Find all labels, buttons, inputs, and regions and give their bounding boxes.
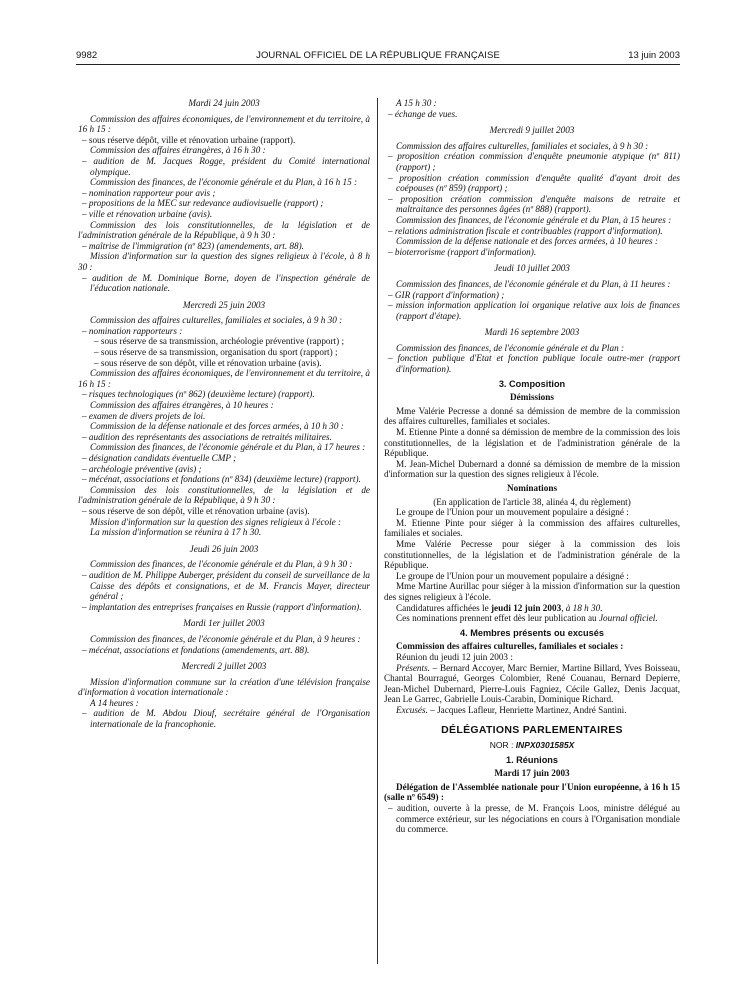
paragraph bbox=[384, 705, 680, 716]
agenda-item: – proposition création commission d'enquête qualité d'ayant droit des coépouses (nº 859) (rapport) ; bbox=[388, 172, 680, 194]
agenda-item: – implantation des entreprises françaises en Russie (rapport d'information). bbox=[82, 601, 362, 612]
text-run: Ces nominations prennent effet dès leur publication au bbox=[396, 613, 599, 624]
agenda-subitem: – sous réserve de sa transmission, archéologie préventive (rapport) ; bbox=[94, 336, 345, 347]
date-heading: Mercredi 9 juillet 2003 bbox=[489, 125, 575, 136]
agenda-item: – maîtrise de l'immigration (nº 823) (amendements, art. 88). bbox=[82, 240, 304, 251]
agenda-item: – proposition création commission d'enquête maisons de retraite et maltraitance des personnes âgées (nº 888) (rapport). bbox=[388, 193, 680, 215]
commission-entry: Commission des finances, de l'économie générale et du Plan, à 9 heures : bbox=[90, 633, 361, 644]
major-heading: DÉLÉGATIONS PARLEMENTAIRES bbox=[441, 724, 623, 737]
agenda-item: – mission information application loi organique relative aux lois de finances (rapport d'étape). bbox=[388, 300, 680, 321]
paragraph: Le groupe de l'Union pour un mouvement populaire a désigné : bbox=[396, 507, 629, 518]
paragraph: Mme Valérie Pecresse a donné sa démission de membre de la commission des affaires culturelles, familiales et sociales. bbox=[384, 405, 680, 427]
commission-entry: Commission des finances, de l'économie générale et du Plan, à 11 heures : bbox=[396, 278, 671, 289]
session-time: A 14 heures : bbox=[90, 697, 139, 708]
commission-entry: Commission des affaires étrangères, à 10 heures : bbox=[90, 400, 274, 411]
paragraph: M. Etienne Pinte a donné sa démission de membre de la commission des lois constitutionnelles, de la législation et de l'administration générale de la République. bbox=[384, 427, 680, 459]
label-excuses: Excusés. bbox=[396, 704, 428, 715]
agenda-note: La mission d'information se réunira à 17 h 30. bbox=[90, 527, 262, 538]
date-heading: Mardi 24 juin 2003 bbox=[188, 98, 260, 108]
commission-entry: Commission des affaires économiques, de l'environnement et du territoire, à 16 h 15 : bbox=[78, 113, 370, 135]
agenda-item: – ville et rénovation urbaine (avis). bbox=[82, 208, 213, 219]
agenda-item: – propositions de la MEC sur redevance audiovisuelle (rapport) ; bbox=[82, 198, 324, 209]
agenda-item: – audition, ouverte à la presse, de M. François Loos, ministre délégué au commerce extérieur, sur les négociations en cours à l'Organisation mondiale du commerce. bbox=[388, 803, 680, 835]
commission-entry: Commission des finances, de l'économie générale et du Plan, à 17 heures : bbox=[90, 442, 366, 453]
agenda-item: – audition de M. Abdou Diouf, secrétaire général de l'Organisation internationale de la francophonie. bbox=[82, 708, 370, 730]
commission-title: Commission des affaires culturelles, familiales et sociales : bbox=[396, 641, 624, 652]
commission-entry: Commission de la défense nationale et des forces armées, à 10 heures : bbox=[396, 236, 658, 247]
commission-entry: Mission d'information sur la question des signes religieux à l'école, à 8 h 30 : bbox=[78, 251, 370, 272]
nor-value: INPX0301585X bbox=[515, 740, 575, 751]
agenda-item: – échange de vues. bbox=[388, 108, 458, 119]
agenda-item: – bioterrorisme (rapport d'information). bbox=[388, 246, 537, 257]
paragraph: M. Jean-Michel Dubernard a donné sa démission de membre de la mission d'information sur la question des signes religieux à l'école. bbox=[384, 458, 680, 480]
delegation-entry: Délégation de l'Assemblée nationale pour l'Union européenne, à 16 h 15 (salle nº 6549) : bbox=[384, 781, 680, 803]
agenda-item: – risques technologiques (nº 862) (deuxième lecture) (rapport). bbox=[82, 389, 315, 400]
agenda-item: – audition de M. Philippe Auberger, président du conseil de surveillance de la Caisse des dépôts et consignations, et de M. Francis Mayer, directeur général ; bbox=[82, 569, 370, 602]
paragraph bbox=[384, 603, 680, 614]
paragraph bbox=[384, 663, 680, 705]
nor-label: NOR : bbox=[489, 740, 516, 751]
paragraph: Le groupe de l'Union pour un mouvement populaire a désigné : bbox=[396, 570, 629, 581]
left-column bbox=[78, 98, 370, 730]
text-run: – Jacques Lafleur, Henriette Martinez, André Santini. bbox=[427, 704, 627, 715]
agenda-item: – sous réserve de son dépôt, ville et rénovation urbaine (avis). bbox=[82, 505, 310, 516]
commission-entry: Commission des affaires culturelles, familiales et sociales, à 9 h 30 : bbox=[396, 140, 649, 151]
commission-entry: Commission des affaires culturelles, familiales et sociales, à 9 h 30 : bbox=[90, 315, 343, 326]
label-presents: Présents. bbox=[396, 662, 430, 673]
agenda-item: – désignation candidats éventuelle CMP ; bbox=[82, 453, 237, 463]
agenda-item: – nomination rapporteurs : bbox=[82, 325, 183, 336]
column-divider bbox=[377, 98, 378, 964]
agenda-item: – audition des représentants des associations de retraités militaires. bbox=[82, 431, 332, 442]
commission-entry: Commission des finances, de l'économie générale et du Plan, à 9 h 30 : bbox=[90, 559, 353, 570]
page-number: 9982 bbox=[76, 50, 98, 61]
commission-entry: Commission des affaires économiques, de l'environnement et du territoire, à 16 h 15 : bbox=[78, 368, 370, 389]
paragraph bbox=[384, 613, 680, 624]
date-heading: Mercredi 25 juin 2003 bbox=[182, 299, 266, 310]
page-header bbox=[76, 50, 680, 64]
agenda-item: – GIR (rapport d'information) ; bbox=[388, 289, 505, 300]
agenda-item: – mécénat, associations et fondations (amendements, art. 88). bbox=[82, 644, 310, 655]
text-run: Candidatures affichées le bbox=[396, 602, 491, 613]
agenda-item: – examen de divers projets de loi. bbox=[82, 410, 206, 421]
commission-entry: Commission des finances, de l'économie générale et du Plan, à 16 h 15 : bbox=[90, 177, 358, 188]
header-rule bbox=[76, 64, 680, 65]
paragraph: Réunion du jeudi 12 juin 2003 : bbox=[396, 651, 513, 662]
commission-entry: Mission d'information commune sur la création d'une télévision française d'information à vocation internationale : bbox=[78, 676, 370, 698]
commission-entry: Commission des finances, de l'économie générale et du Plan, à 15 heures : bbox=[396, 214, 672, 225]
commission-entry: Commission des finances, de l'économie générale et du Plan : bbox=[396, 342, 625, 353]
agenda-item: – nomination rapporteur pour avis ; bbox=[82, 187, 216, 198]
agenda-subitem: – sous réserve de son dépôt, ville et rénovation urbaine (avis). bbox=[94, 357, 322, 368]
agenda-item: – proposition création commission d'enquête pneumonie atypique (nº 811) (rapport) ; bbox=[388, 151, 680, 172]
date-heading: Mercredi 2 juillet 2003 bbox=[181, 661, 267, 672]
agenda-subitem: – sous réserve de sa transmission, organisation du sport (rapport) ; bbox=[94, 347, 338, 358]
agenda-item: – fonction publique d'Etat et fonction publique locale outre-mer (rapport d'information). bbox=[388, 353, 680, 375]
agenda-item: – sous réserve dépôt, ville et rénovation urbaine (rapport). bbox=[82, 134, 296, 145]
text-run: – Bernard Accoyer, Marc Bernier, Martine Billard, Yves Boisseau, Chantal Bourragué, Georges Colombier, René Couanau, Bernard Depierre, Jean-Michel Dubernard, Pierre-Louis Fagniez, Cécile Gallez, Denis Jacquat, Jean Le Garrec, Gabrielle Louis-Carabin, Dominique Richard. bbox=[384, 662, 680, 705]
issue-date: 13 juin 2003 bbox=[628, 50, 680, 61]
journal-title: JOURNAL OFFICIEL DE LA RÉPUBLIQUE FRANÇAISE bbox=[256, 50, 500, 61]
section-heading-composition: 3. Composition bbox=[498, 378, 566, 389]
commission-entry: Commission des affaires étrangères, à 16 h 30 : bbox=[90, 145, 266, 156]
regulation-reference: (En application de l'article 38, alinéa 4, du règlement) bbox=[433, 496, 631, 507]
commission-entry: Commission de la défense nationale et des forces armées, à 10 h 30 : bbox=[90, 421, 344, 432]
paragraph: M. Etienne Pinte pour siéger à la commission des affaires culturelles, familiales et sociales. bbox=[384, 517, 680, 539]
session-time: A 15 h 30 : bbox=[396, 98, 437, 108]
commission-entry: Mission d'information sur la question des signes religieux à l'école : bbox=[90, 516, 342, 527]
subheading-demissions: Démissions bbox=[510, 392, 554, 403]
commission-entry: Commission des lois constitutionnelles, de la législation et de l'administration générale de la République, à 9 h 30 : bbox=[78, 484, 370, 506]
paragraph: Mme Valérie Pecresse pour siéger à la commission des lois constitutionnelles, de la législation et de l'administration générale de la République. bbox=[384, 538, 680, 571]
paragraph: Mme Martine Aurillac pour siéger à la mission d'information sur la question des signes religieux à l'école. bbox=[384, 581, 680, 602]
emphasis-date: jeudi 12 juin 2003 bbox=[490, 602, 562, 613]
date-heading: Mardi 1er juillet 2003 bbox=[183, 618, 265, 629]
agenda-item: – archéologie préventive (avis) ; bbox=[82, 463, 202, 474]
section-heading-members: 4. Membres présents ou excusés bbox=[459, 627, 604, 638]
nor-reference bbox=[384, 740, 680, 751]
date-heading: Jeudi 26 juin 2003 bbox=[189, 543, 259, 554]
right-column bbox=[384, 98, 680, 835]
journal-reference: Journal officiel. bbox=[598, 613, 658, 624]
agenda-item: – relations administration fiscale et contribuables (rapport d'information). bbox=[388, 225, 663, 236]
date-heading-bold: Mardi 17 juin 2003 bbox=[494, 768, 570, 779]
subheading-nominations: Nominations bbox=[506, 483, 558, 493]
date-heading: Jeudi 10 juillet 2003 bbox=[494, 263, 570, 274]
section-heading-reunions: 1. Réunions bbox=[505, 754, 559, 765]
agenda-item: – mécénat, associations et fondations (nº 834) (deuxième lecture) (rapport). bbox=[82, 474, 361, 485]
agenda-item: – audition de M. Dominique Borne, doyen de l'inspection générale de l'éducation nationale. bbox=[82, 272, 370, 294]
commission-entry: Commission des lois constitutionnelles, de la législation et de l'administration générale de la République, à 9 h 30 : bbox=[78, 219, 370, 241]
text-run: , à 18 h 30. bbox=[561, 602, 603, 613]
date-heading: Mardi 16 septembre 2003 bbox=[484, 327, 580, 338]
agenda-item: – audition de M. Jacques Rogge, président du Comité international olympique. bbox=[82, 155, 370, 177]
